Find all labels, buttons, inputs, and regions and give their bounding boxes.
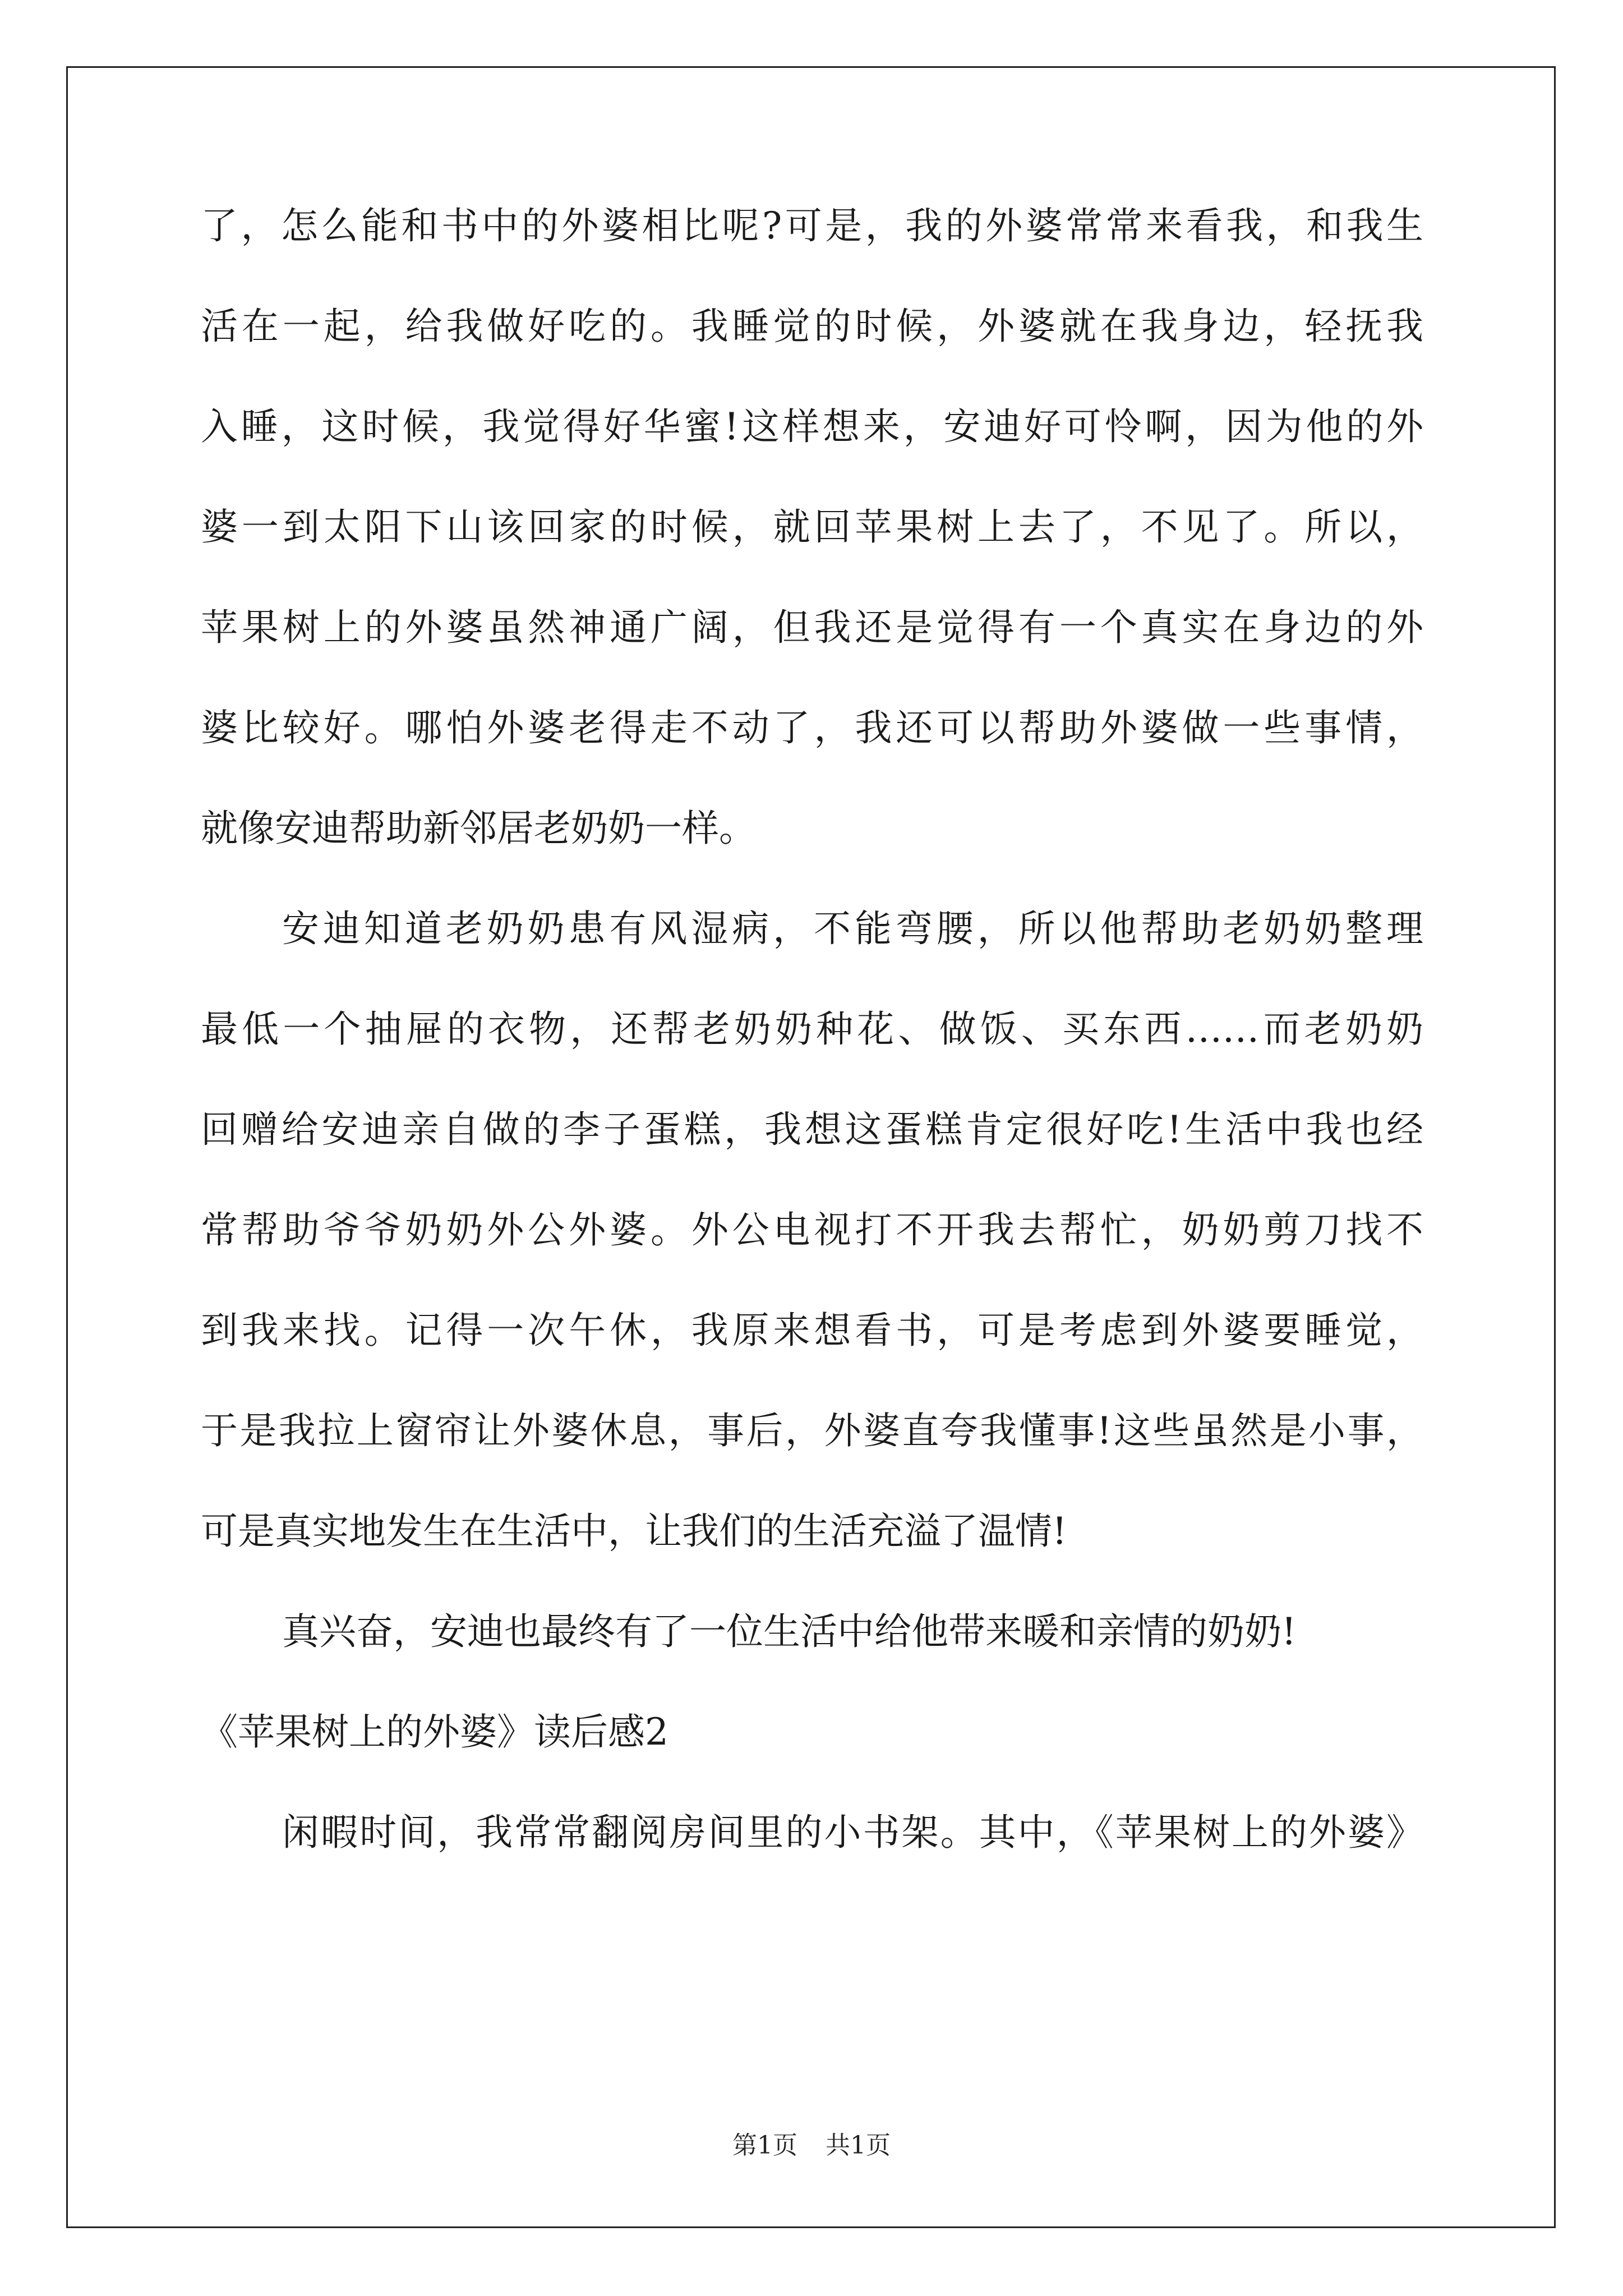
paragraph-2-line-7: 可是真实地发生在生活中，让我们的生活充溢了温情! (201, 1510, 1067, 1553)
paragraph-1-line-5: 苹果树上的外婆虽然神通广阔，但我还是觉得有一个真实在身边的外 (201, 606, 1423, 649)
paragraph-2-line-1: 安迪知道老奶奶患有风湿病，不能弯腰，所以他帮助老奶奶整理 (282, 907, 1423, 950)
paragraph-2-line-4: 常帮助爷爷奶奶外公外婆。外公电视打不开我去帮忙，奶奶剪刀找不 (201, 1208, 1423, 1251)
paragraph-5-line-1: 闲暇时间，我常常翻阅房间里的小书架。其中，《苹果树上的外婆》 (282, 1811, 1423, 1854)
paragraph-1-line-2: 活在一起，给我做好吃的。我睡觉的时候，外婆就在我身边，轻抚我 (201, 305, 1423, 348)
section-heading: 《苹果树上的外婆》读后感2 (201, 1710, 668, 1754)
paragraph-1-line-4: 婆一到太阳下山该回家的时候，就回苹果树上去了，不见了。所以， (201, 505, 1423, 549)
page-number: 第1页 (732, 2131, 797, 2160)
page-total: 共1页 (826, 2131, 891, 2160)
paragraph-1-line-3: 入睡，这时候，我觉得好华蜜!这样想来，安迪好可怜啊，因为他的外 (201, 405, 1423, 448)
paragraph-2-line-3: 回赠给安迪亲自做的李子蛋糕，我想这蛋糕肯定很好吃!生活中我也经 (201, 1108, 1423, 1151)
paragraph-2-line-2: 最低一个抽屉的衣物，还帮老奶奶种花、做饭、买东西……而老奶奶 (201, 1007, 1423, 1051)
paragraph-1-line-6: 婆比较好。哪怕外婆老得走不动了，我还可以帮助外婆做一些事情， (201, 706, 1423, 749)
page-footer (0, 2133, 1623, 2158)
document-body (201, 204, 1423, 1915)
paragraph-1-line-1: 了，怎么能和书中的外婆相比呢?可是，我的外婆常常来看我，和我生 (201, 204, 1423, 247)
paragraph-3-line-1: 真兴奋，安迪也最终有了一位生活中给他带来暖和亲情的奶奶! (282, 1610, 1297, 1653)
paragraph-1-line-7: 就像安迪帮助新邻居老奶奶一样。 (201, 807, 756, 850)
paragraph-2-line-5: 到我来找。记得一次午休，我原来想看书，可是考虑到外婆要睡觉， (201, 1309, 1423, 1352)
paragraph-2-line-6: 于是我拉上窗帘让外婆休息，事后，外婆直夸我懂事!这些虽然是小事， (201, 1409, 1423, 1452)
